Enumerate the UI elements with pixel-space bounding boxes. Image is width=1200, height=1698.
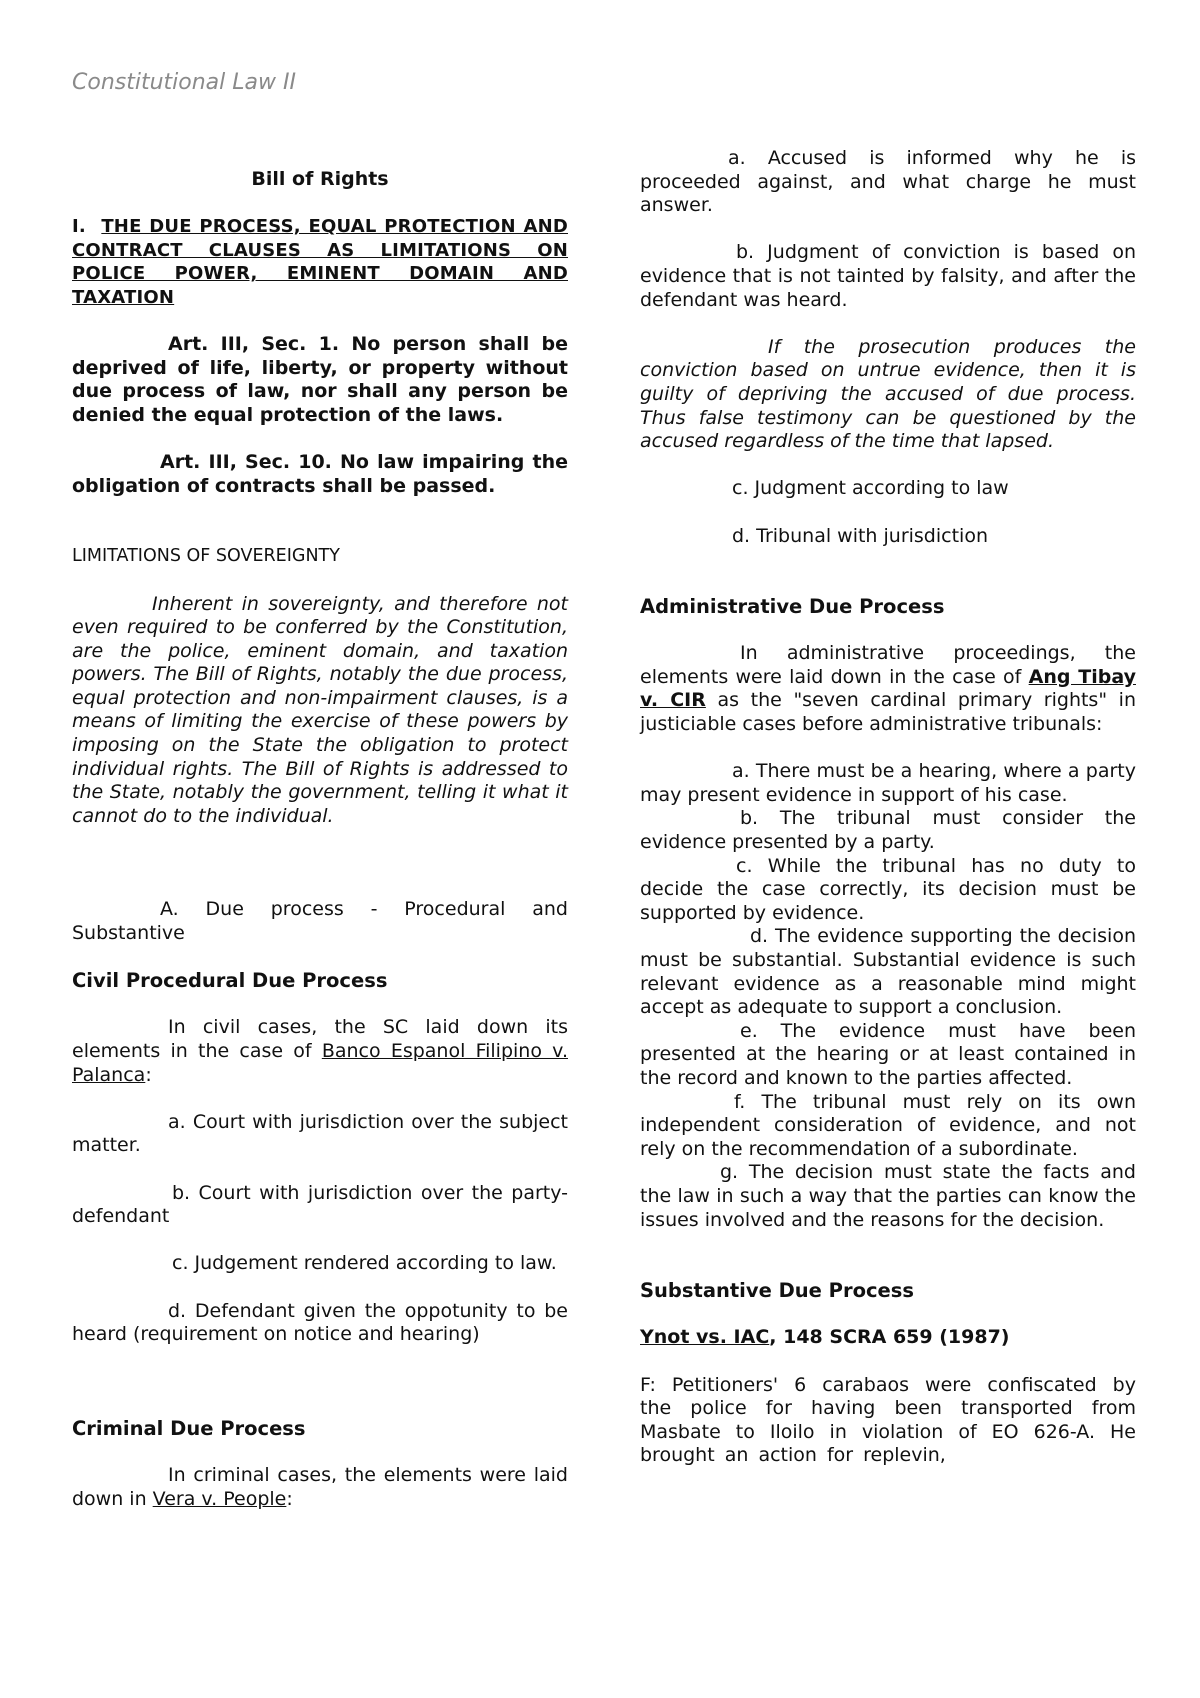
criminal-case-link: Vera v. People <box>152 1487 287 1510</box>
admin-case-link: Ang Tibay v. CIR <box>640 665 1136 712</box>
admin-item: f. The tribunal must rely on its own independent consideration of evidence, and not rely on the recommendation of a subordinate. <box>640 1090 1136 1160</box>
right-column <box>640 147 1136 1468</box>
substantive-due-process-heading: Substantive Due Process <box>640 1279 914 1303</box>
civil-intro <box>72 1016 568 1087</box>
civil-intro-text: In civil cases, the SC laid down its elements in the case of <box>72 1016 568 1062</box>
left-column <box>72 168 568 1511</box>
criminal-note: If the prosecution produces the conviction based on untrue evidence, then it is guilty of depriving the accused of due process. Thus false testimony can be questioned by the accused regardless of the time that lapsed. <box>640 335 1136 453</box>
document-header: Constitutional Law II <box>72 70 296 95</box>
admin-item: e. The evidence must have been presented at the hearing or at least contained in the record and known to the parties affected. <box>640 1019 1136 1089</box>
admin-item: a. There must be a hearing, where a party may present evidence in support of his case. <box>640 760 1136 806</box>
case-heading <box>640 1326 1136 1350</box>
case-citation: , 148 SCRA 659 (1987) <box>769 1326 1010 1349</box>
criminal-intro <box>72 1464 568 1511</box>
section-title-text: THE DUE PROCESS, EQUAL PROTECTION AND CONTRACT CLAUSES AS LIMITATIONS ON POLICE POWER, EMINENT DOMAIN AND TAXATION <box>72 216 568 308</box>
limitations-heading: LIMITATIONS OF SOVEREIGNTY <box>72 546 340 567</box>
case-name: Ynot vs. IAC <box>640 1326 770 1349</box>
civil-item: c. Judgement rendered according to law. <box>172 1252 557 1275</box>
admin-item: b. The tribunal must consider the evidence presented by a party. <box>640 807 1136 854</box>
admin-item: c. While the tribunal has no duty to decide the case correctly, its decision must be supported by evidence. <box>640 854 1136 924</box>
section-title <box>72 215 568 309</box>
criminal-intro-end: : <box>286 1487 293 1510</box>
article-sec-1: Art. III, Sec. 1. No person shall be deprived of life, liberty, or property without due process of law, nor shall any person be denied the equal protection of the laws. <box>72 333 568 426</box>
criminal-item-a: a. Accused is informed why he is proceeded against, and what charge he must answer. <box>640 147 1136 217</box>
civil-item: d. Defendant given the oppotunity to be heard (requirement on notice and hearing) <box>72 1299 568 1346</box>
due-process-heading: A. Due process - Procedural and Substantive <box>72 898 568 945</box>
admin-intro-text: In administrative proceedings, the elements were laid down in the case of <box>640 642 1136 688</box>
admin-item: d. The evidence supporting the decision must be substantial. Substantial evidence is such relevant evidence as a reasonable mind might accept as adequate to support a conclusion. <box>640 925 1136 1019</box>
criminal-intro-text: In criminal cases, the elements were laid down in <box>72 1463 568 1510</box>
civil-item: b. Court with jurisdiction over the party-defendant <box>72 1181 568 1228</box>
limitations-text: Inherent in sovereignty, and therefore not even required to be conferred by the Constitution, are the police, eminent domain, and taxation powers. The Bill of Rights, notably the due process, equal protection and non-impairment clauses, is a means of limiting the exercise of these powers by imposing on the State the obligation to protect individual rights. The Bill of Rights is addressed to the State, notably the government, telling it what it cannot do to the individual. <box>72 592 568 827</box>
criminal-item-d: d. Tribunal with jurisdiction <box>732 524 988 547</box>
civil-intro-end: : <box>145 1063 152 1086</box>
civil-case-link: Banco Espanol Filipino v. Palanca <box>72 1040 568 1086</box>
criminal-item-b: b. Judgment of conviction is based on evidence that is not tainted by falsity, and after the defendant was heard. <box>640 241 1136 311</box>
admin-item: g. The decision must state the facts and the law in such a way that the parties can know the issues involved and the reasons for the decision. <box>640 1161 1136 1231</box>
admin-intro <box>640 642 1136 736</box>
case-facts: F: Petitioners' 6 carabaos were confiscated by the police for having been transported from Masbate to Iloilo in violation of EO 626-A. He brought an action for replevin, <box>640 1373 1136 1467</box>
bill-of-rights-title: Bill of Rights <box>251 168 389 190</box>
criminal-due-process-heading: Criminal Due Process <box>72 1416 306 1440</box>
section-number: I. <box>72 216 86 238</box>
civil-item: a. Court with jurisdiction over the subject matter. <box>72 1110 568 1157</box>
civil-due-process-heading: Civil Procedural Due Process <box>72 969 388 993</box>
article-sec-10: Art. III, Sec. 10. No law impairing the obligation of contracts shall be passed. <box>72 451 568 497</box>
admin-intro-rest: as the "seven cardinal primary rights" in justiciable cases before administrative tribunals: <box>640 689 1137 736</box>
criminal-item-c: c. Judgment according to law <box>732 477 1009 500</box>
administrative-due-process-heading: Administrative Due Process <box>640 595 945 619</box>
